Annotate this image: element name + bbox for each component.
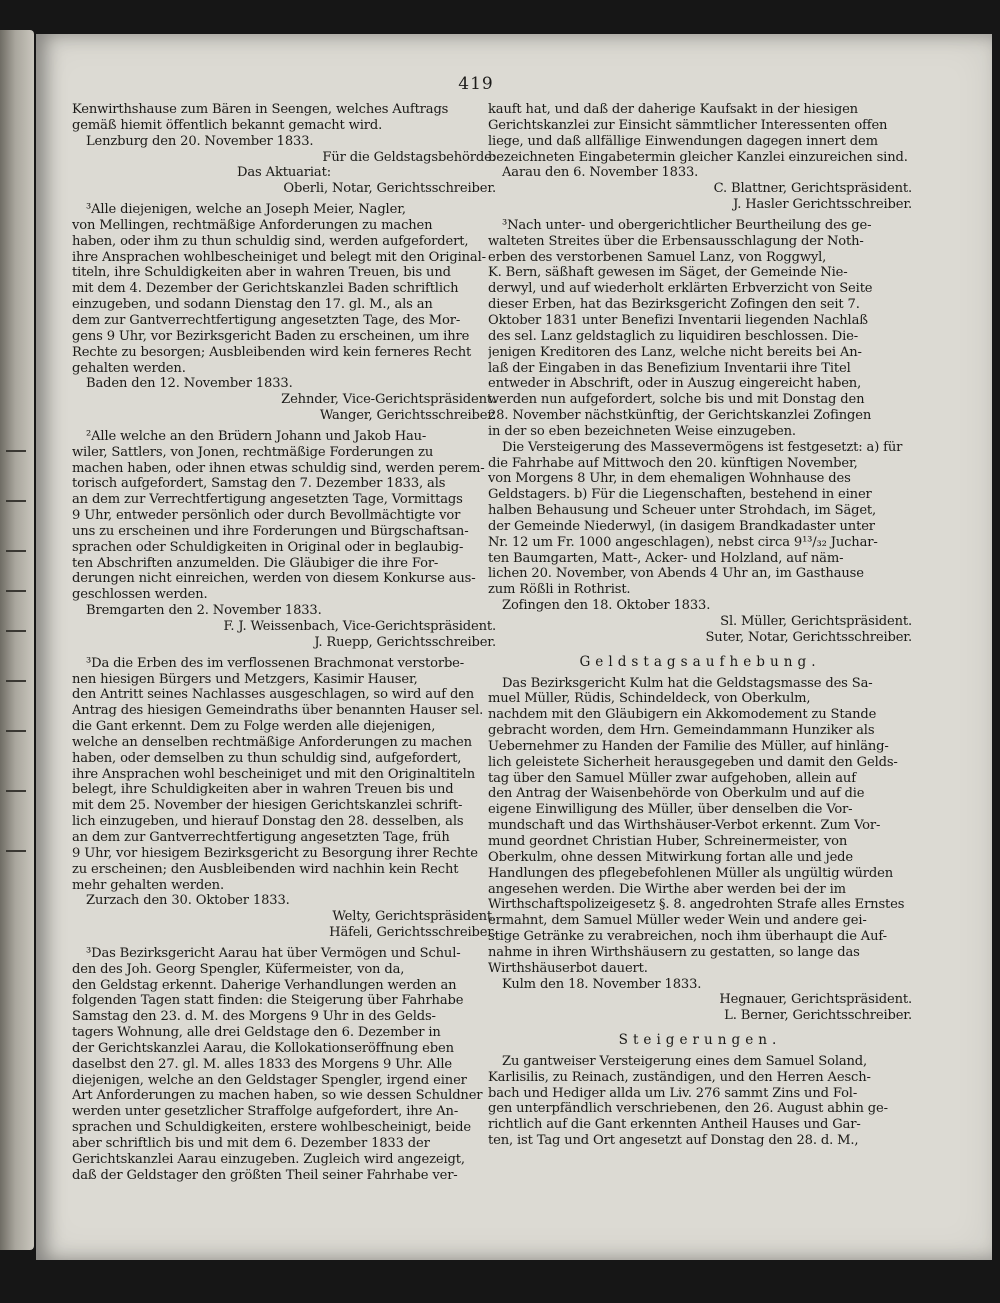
- text-line: laß der Eingaben in das Benefizium Inventarii ihre Titel: [488, 360, 851, 376]
- left-column: [72, 102, 496, 1184]
- text-line: Rechte zu besorgen; Ausbleibenden wird kein ferneres Recht: [72, 344, 472, 360]
- text-line: Nr. 12 um Fr. 1000 angeschlagen), nebst circa 9¹³/₃₂ Juchar-: [488, 534, 878, 550]
- text-line: Aarau den 6. November 1833.: [502, 165, 699, 181]
- text-line: Kenwirthshause zum Bären in Seengen, welches Auftrags: [72, 102, 449, 117]
- text-line: erben des verstorbenen Samuel Lanz, von Roggwyl,: [488, 249, 827, 265]
- text-line: K. Bern, säßhaft gewesen im Säget, der Gemeinde Nie-: [488, 265, 848, 281]
- text-line: Suter, Notar, Gerichtsschreiber.: [705, 629, 912, 645]
- text-line: titeln, ihre Schuldigkeiten aber in wahren Treuen, bis und: [72, 265, 451, 281]
- margin-mark: [6, 590, 26, 592]
- text-line: den des Joh. Georg Spengler, Küfermeister, von da,: [72, 961, 405, 977]
- text-line: an dem zur Gantverrechtfertigung angesetzten Tage, früh: [72, 829, 450, 845]
- text-line: mund geordnet Christian Huber, Schreinermeister, von: [488, 833, 848, 849]
- text-line: an dem zur Verrechtfertigung angesetzten Tage, Vormittags: [72, 492, 463, 508]
- text-line: ³Alle diejenigen, welche an Joseph Meier, Nagler,: [86, 202, 406, 218]
- text-line: ihre Ansprachen wohl bescheiniget und mit den Originaltiteln: [72, 766, 475, 782]
- text-line: Baden den 12. November 1833.: [86, 376, 293, 392]
- text-line: C. Blattner, Gerichtspräsident.: [713, 181, 912, 197]
- text-line: Wirthshäuserbot dauert.: [488, 960, 648, 976]
- text-line: dieser Erben, hat das Bezirksgericht Zofingen den seit 7.: [488, 297, 860, 313]
- text-line: kauft hat, und daß der daherige Kaufsakt in der hiesigen: [488, 102, 858, 117]
- text-line: Für die Geldstagsbehörde:: [322, 149, 496, 165]
- text-line: lichen 20. November, von Abends 4 Uhr an, im Gasthause: [488, 566, 864, 582]
- text-line: die Fahrhabe auf Mittwoch den 20. künftigen November,: [488, 455, 858, 471]
- text-line: torisch aufgefordert, Samstag den 7. Dezember 1833, als: [72, 476, 446, 492]
- text-line: gen unterpfändlich verschriebenen, den 26. August abhin ge-: [488, 1101, 888, 1117]
- text-line: mit dem 4. Dezember der Gerichtskanzlei Baden schriftlich: [72, 281, 459, 297]
- text-line: Kulm den 18. November 1833.: [502, 976, 702, 992]
- text-line: Geldstagers. b) Für die Liegenschaften, bestehend in einer: [488, 487, 872, 503]
- text-line: Oberkulm, ohne dessen Mitwirkung fortan alle und jede: [488, 849, 853, 865]
- text-line: Uebernehmer zu Handen der Familie des Müller, auf hinläng-: [488, 738, 889, 754]
- text-line: mundschaft und das Wirthshäuser-Verbot erkennt. Zum Vor-: [488, 818, 881, 834]
- text-line: eigene Einwilligung des Müller, über denselben die Vor-: [488, 802, 853, 818]
- text-line: J. Hasler Gerichtsschreiber.: [733, 197, 912, 213]
- text-line: dem zur Gantverrechtfertigung angesetzten Tage, des Mor-: [72, 312, 461, 328]
- margin-mark: [6, 450, 26, 452]
- text-line: lich einzugeben, und hierauf Donstag den 28. desselben, als: [72, 814, 464, 830]
- text-line: wiler, Sattlers, von Jonen, rechtmäßige Forderungen zu: [72, 444, 434, 460]
- text-line: geschlossen werden.: [72, 587, 208, 603]
- text-line: machen haben, oder ihnen etwas schuldig sind, werden perem-: [72, 460, 485, 476]
- right-column: [488, 102, 912, 1149]
- text-line: Samstag den 23. d. M. des Morgens 9 Uhr in des Gelds-: [72, 1009, 436, 1025]
- text-line: tag über den Samuel Müller zwar aufgehoben, allein auf: [488, 770, 856, 786]
- text-line: haben, oder demselben zu thun schuldig sind, aufgefordert,: [72, 750, 462, 766]
- text-line: derwyl, und auf wiederholt erklärten Erbverzicht von Seite: [488, 281, 873, 297]
- text-line: Das Bezirksgericht Kulm hat die Geldstagsmasse des Sa-: [502, 675, 873, 691]
- previous-page-edge: [0, 30, 34, 1250]
- text-line: liege, und daß allfällige Einwendungen dagegen innert dem: [488, 133, 878, 149]
- text-line: Handlungen des pflegebefohlenen Müller als ungültig würden: [488, 865, 894, 881]
- text-line: Bremgarten den 2. November 1833.: [86, 603, 322, 619]
- text-line: belegt, ihre Schuldigkeiten aber in wahren Treuen bis und: [72, 782, 454, 798]
- text-line: den Geldstag erkennt. Daherige Verhandlungen werden an: [72, 977, 457, 993]
- text-line: Gerichtskanzlei Aarau einzugeben. Zugleich wird angezeigt,: [72, 1151, 465, 1167]
- section-heading: Steigerungen.: [618, 1032, 782, 1049]
- text-line: folgenden Tagen statt finden: die Steigerung über Fahrhabe: [72, 993, 464, 1009]
- text-line: 9 Uhr, entweder persönlich oder durch Bevollmächtigte vor: [72, 508, 461, 524]
- text-line: Das Aktuariat:: [237, 165, 331, 181]
- text-line: muel Müller, Rüdis, Schindeldeck, von Oberkulm,: [488, 691, 811, 707]
- text-line: 9 Uhr, vor hiesigem Bezirksgericht zu Besorgung ihrer Rechte: [72, 845, 478, 861]
- margin-mark: [6, 680, 26, 682]
- text-line: gemäß hiemit öffentlich bekannt gemacht wird.: [72, 117, 383, 133]
- text-line: in der so eben bezeichneten Weise einzugeben.: [488, 423, 796, 439]
- text-line: L. Berner, Gerichtsschreiber.: [724, 1008, 912, 1024]
- text-line: werden unter gesetzlicher Straffolge aufgefordert, ihre An-: [72, 1104, 459, 1120]
- text-line: die Gant erkennt. Dem zu Folge werden alle diejenigen,: [72, 719, 436, 735]
- text-line: einzugeben, und sodann Dienstag den 17. gl. M., als an: [72, 297, 433, 313]
- section-heading: Geldstagsaufhebung.: [579, 653, 821, 670]
- text-line: Oberli, Notar, Gerichtsschreiber.: [283, 181, 496, 197]
- text-line: gens 9 Uhr, vor Bezirksgericht Baden zu erscheinen, um ihre: [72, 328, 470, 344]
- text-line: Zu gantweiser Versteigerung eines dem Samuel Soland,: [502, 1053, 868, 1069]
- text-line: mehr gehalten werden.: [72, 877, 224, 893]
- text-line: lich geleistete Sicherheit herausgegeben und damit den Gelds-: [488, 754, 898, 770]
- margin-mark: [6, 500, 26, 502]
- text-line: Art Anforderungen zu machen haben, so wie dessen Schuldner: [72, 1088, 483, 1104]
- text-line: J. Ruepp, Gerichtsschreiber.: [314, 634, 496, 650]
- margin-mark: [6, 550, 26, 552]
- margin-mark: [6, 730, 26, 732]
- text-line: richtlich auf die Gant erkennten Antheil Hauses und Gar-: [488, 1117, 861, 1133]
- text-line: Häfeli, Gerichtsschreiber.: [329, 925, 496, 941]
- text-line: Lenzburg den 20. November 1833.: [86, 133, 314, 149]
- text-line: nachdem mit den Gläubigern ein Akkomodement zu Stande: [488, 707, 877, 723]
- text-line: ten Baumgarten, Matt-, Acker- und Holzland, auf näm-: [488, 550, 844, 566]
- text-line: ten Abschriften anzumelden. Die Gläubiger die ihre For-: [72, 555, 439, 571]
- text-line: des sel. Lanz geldstaglich zu liquidiren beschlossen. Die-: [488, 328, 858, 344]
- text-line: halben Behausung und Scheuer unter Strohdach, im Säget,: [488, 503, 877, 519]
- text-line: daselbst den 27. gl. M. alles 1833 des Morgens 9 Uhr. Alle: [72, 1056, 452, 1072]
- text-line: von Morgens 8 Uhr, in dem ehemaligen Wohnhause des: [488, 471, 851, 487]
- text-line: ³Da die Erben des im verflossenen Brachmonat verstorbe-: [86, 655, 465, 671]
- text-line: zum Rößli in Rothrist.: [488, 582, 631, 598]
- text-line: Sl. Müller, Gerichtspräsident.: [720, 614, 912, 629]
- text-line: gebracht worden, dem Hrn. Gemeindammann Hunziker als: [488, 723, 875, 739]
- text-line: daß der Geldstager den größten Theil seiner Fahrhabe ver-: [72, 1167, 458, 1183]
- text-line: F. J. Weissenbach, Vice-Gerichtspräsident.: [223, 619, 496, 634]
- text-line: zu erscheinen; den Ausbleibenden wird nachhin kein Recht: [72, 861, 459, 877]
- text-line: Gerichtskanzlei zur Einsicht sämmtlicher Interessenten offen: [488, 117, 888, 133]
- text-line: Zehnder, Vice-Gerichtspräsident.: [281, 392, 496, 408]
- margin-mark: [6, 790, 26, 792]
- margin-mark: [6, 850, 26, 852]
- newspaper-page: [36, 34, 992, 1260]
- text-line: Welty, Gerichtspräsident.: [332, 909, 496, 925]
- text-line: angesehen werden. Die Wirthe aber werden bei der im: [488, 881, 846, 897]
- text-line: ²Alle welche an den Brüdern Johann und Jakob Hau-: [86, 428, 427, 444]
- text-line: von Mellingen, rechtmäßige Anforderungen zu machen: [72, 217, 433, 233]
- page-number: 419: [458, 74, 494, 94]
- text-line: ermahnt, dem Samuel Müller weder Wein und andere gei-: [488, 913, 867, 929]
- text-line: der Gemeinde Niederwyl, (in dasigem Brandkadaster unter: [488, 518, 875, 534]
- text-line: bach und Hediger allda um Liv. 276 sammt Zins und Fol-: [488, 1085, 858, 1101]
- text-line: werden nun aufgefordert, solche bis und mit Donstag den: [488, 392, 865, 408]
- text-line: der Gerichtskanzlei Aarau, die Kollokationseröffnung eben: [72, 1040, 454, 1056]
- text-line: Zurzach den 30. Oktober 1833.: [86, 893, 290, 909]
- text-line: bezeichneten Eingabetermin gleicher Kanzlei einzureichen sind.: [488, 149, 908, 165]
- text-line: den Antrag der Waisenbehörde von Oberkulm und auf die: [488, 786, 865, 802]
- text-line: ³Das Bezirksgericht Aarau hat über Vermögen und Schul-: [86, 945, 461, 961]
- text-line: ihre Ansprachen wohlbescheiniget und belegt mit den Original-: [72, 249, 486, 265]
- text-line: uns zu erscheinen und ihre Forderungen und Bürgschaftsan-: [72, 523, 469, 539]
- text-line: stige Getränke zu verabreichen, noch ihm überhaupt die Auf-: [488, 929, 887, 945]
- text-line: Zofingen den 18. Oktober 1833.: [502, 598, 711, 614]
- text-line: entweder in Abschrift, oder in Auszug eingereicht haben,: [488, 376, 862, 392]
- text-line: welche an denselben rechtmäßige Anforderungen zu machen: [72, 734, 472, 750]
- text-line: sprachen und Schuldigkeiten, erstere wohlbescheinigt, beide: [72, 1120, 471, 1136]
- text-line: Antrag des hiesigen Gemeindraths über benannten Hauser sel.: [72, 703, 484, 719]
- text-line: den Antritt seines Nachlasses ausgeschlagen, so wird auf den: [72, 687, 475, 703]
- text-line: derungen nicht einreichen, werden von diesem Konkurse aus-: [72, 571, 476, 587]
- text-line: mit dem 25. November der hiesigen Gerichtskanzlei schrift-: [72, 798, 463, 814]
- text-line: gehalten werden.: [72, 360, 186, 376]
- text-line: diejenigen, welche an den Geldstager Spengler, irgend einer: [72, 1072, 467, 1088]
- text-line: Hegnauer, Gerichtspräsident.: [719, 992, 912, 1008]
- text-line: nen hiesigen Bürgers und Metzgers, Kasimir Hauser,: [72, 671, 418, 687]
- text-line: nahme in ihren Wirthshäusern zu gestatten, so lange das: [488, 944, 860, 960]
- text-line: Wirthschaftspolizeigesetz §. 8. angedrohten Strafe alles Ernstes: [488, 897, 905, 913]
- text-line: Oktober 1831 unter Benefizi Inventarii liegenden Nachlaß: [488, 312, 868, 328]
- text-line: Wanger, Gerichtsschreiber.: [319, 408, 496, 424]
- text-line: Karlisilis, zu Reinach, zuständigen, und den Herren Aesch-: [488, 1069, 871, 1085]
- margin-mark: [6, 630, 26, 632]
- text-line: haben, oder ihm zu thun schuldig sind, werden aufgefordert,: [72, 233, 469, 249]
- text-line: walteten Streites über die Erbensausschlagung der Noth-: [488, 233, 864, 249]
- text-line: tagers Wohnung, alle drei Geldstage den 6. Dezember in: [72, 1025, 441, 1041]
- text-line: jenigen Kreditoren des Lanz, welche nicht bereits bei An-: [488, 344, 862, 360]
- text-line: Die Versteigerung des Massevermögens ist festgesetzt: a) für: [502, 439, 903, 455]
- text-line: aber schriftlich bis und mit dem 6. Dezember 1833 der: [72, 1136, 430, 1151]
- text-line: ³Nach unter- und obergerichtlicher Beurtheilung des ge-: [502, 217, 872, 233]
- text-line: 28. November nächstkünftig, der Gerichtskanzlei Zofingen: [488, 408, 872, 424]
- text-line: sprachen oder Schuldigkeiten in Original oder in beglaubig-: [72, 539, 464, 555]
- text-line: ten, ist Tag und Ort angesetzt auf Donstag den 28. d. M.,: [488, 1133, 859, 1149]
